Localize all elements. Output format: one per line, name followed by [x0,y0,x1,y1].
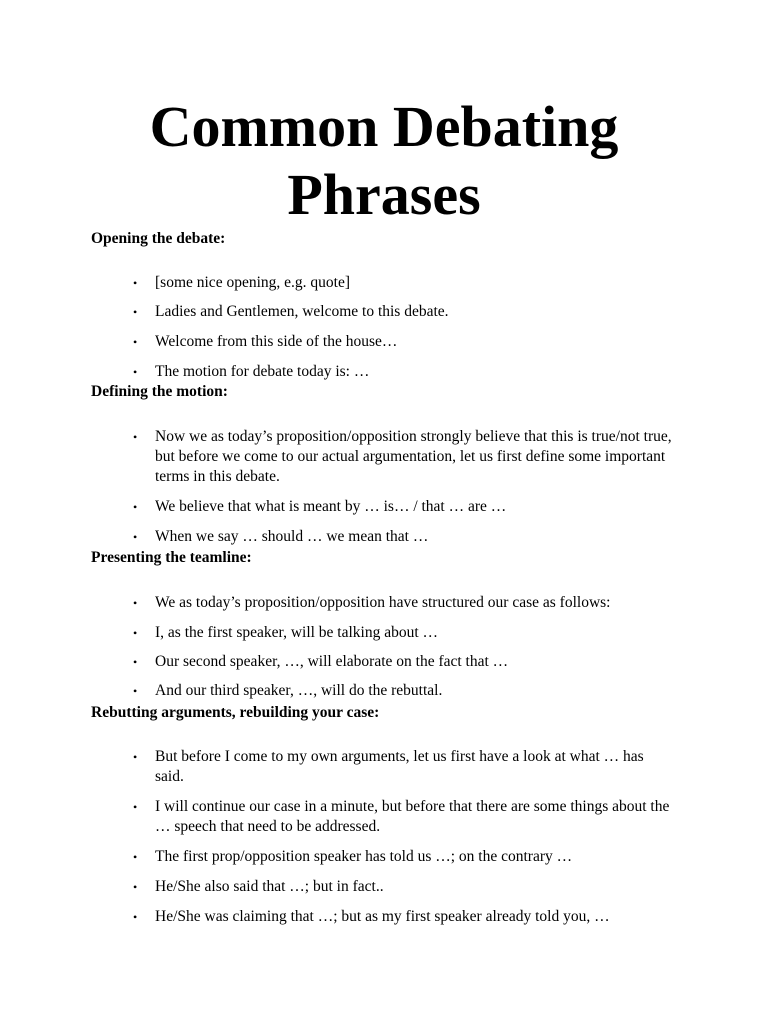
list-item: • We believe that what is meant by … is… / that … are … [133,498,507,515]
list-item: • He/She also said that …; but in fact.. [133,878,384,895]
list-item: • Now we as today’s proposition/opposition strongly believe that this is true/not true, but before we come to our actual argumentation, let us first define some important terms in this debate. [133,428,672,485]
bullet-icon: • [133,365,138,379]
bullet-icon: • [133,430,138,444]
bullet-icon: • [133,305,138,319]
bullet-icon: • [133,750,138,764]
section-heading-teamline: Presenting the teamline: [91,549,252,566]
bullet-icon: • [133,626,138,640]
bullet-icon: • [133,655,138,669]
list-item: • I, as the first speaker, will be talking about … [133,624,439,641]
list-item: • The first prop/opposition speaker has told us …; on the contrary … [133,848,573,865]
bullet-icon: • [133,910,138,924]
bullet-icon: • [133,335,138,349]
document-title [0,93,768,229]
bullet-icon: • [133,880,138,894]
list-item: • We as today’s proposition/opposition have structured our case as follows: [133,594,611,611]
list-item: • He/She was claiming that …; but as my first speaker already told you, … [133,908,610,925]
list-item: • Ladies and Gentlemen, welcome to this debate. [133,303,449,320]
bullet-icon: • [133,800,138,814]
bullet-icon: • [133,500,138,514]
section-heading-opening: Opening the debate: [91,230,226,247]
title-line-2: Phrases [287,162,481,227]
bullet-icon: • [133,596,138,610]
list-item: • When we say … should … we mean that … [133,528,429,545]
list-item: • Welcome from this side of the house… [133,333,398,350]
section-heading-rebutting: Rebutting arguments, rebuilding your case: [91,704,380,721]
title-line-1: Common Debating [149,94,619,159]
list-item: • [some nice opening, e.g. quote] [133,274,350,291]
list-item: • I will continue our case in a minute, but before that there are some things about the … speech that need to be addressed. [133,798,670,835]
bullet-icon: • [133,276,138,290]
bullet-icon: • [133,684,138,698]
list-item: • And our third speaker, …, will do the rebuttal. [133,682,443,699]
section-heading-defining: Defining the motion: [91,383,228,400]
bullet-icon: • [133,850,138,864]
list-item: • Our second speaker, …, will elaborate on the fact that … [133,653,509,670]
list-item: • The motion for debate today is: … [133,363,370,380]
bullet-icon: • [133,530,138,544]
list-item: • But before I come to my own arguments, let us first have a look at what … has said. [133,748,644,785]
